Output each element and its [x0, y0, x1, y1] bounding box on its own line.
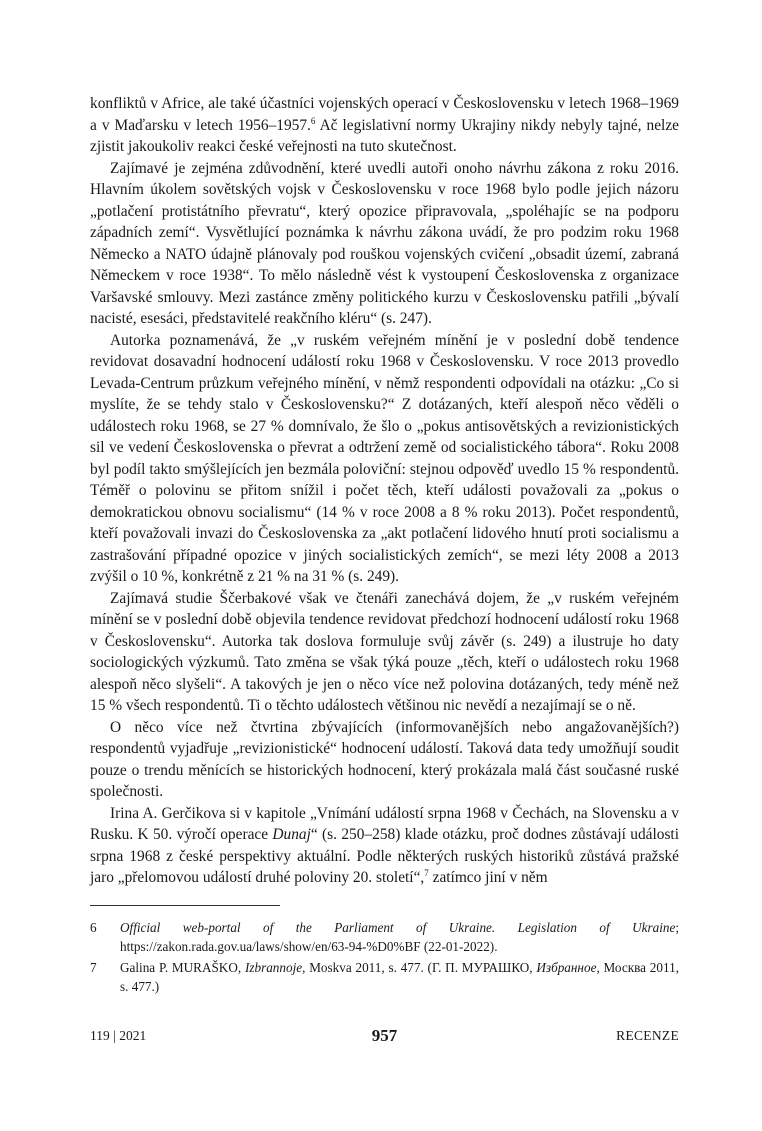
page-footer — [90, 1028, 679, 1048]
paragraph: Autorka poznamenává, že „v ruském veřejném mínění je v poslední době tendence revidovat dosavadní hodnocení událostí roku 1968 v Československu. V roce 2013 provedlo Levada-Centrum průzkum veřejného mínění, v němž respondenti odpovídali na otázku: „Co si myslíte, že se tehdy stalo v Československu?“ Z dotázaných, kteří alespoň něco věděli o událostech roku 1968, se 27 % domnívalo, že šlo o „pokus antisovětských a revizionistických sil ve vedení Československa o převrat a odtržení země od socialistického tábora“. Roku 2008 byl podíl takto smýšlejících jen bezmála poloviční: stejnou odpověď uvedlo 15 % respondentů. Téměř o polovinu se přitom snížil i počet těch, kteří události považovali za „pokus o demokratickou obnovu socialismu“ (14 % v roce 2008 a 8 % roku 2013). Počet respondentů, kteří považovali invazi do Československa za „akt potlačení lidového hnutí proti socialismu a zastrašování případné opozice v jiných socialistických zemích“, se mezi léty 2008 a 2013 zvýšil o 10 %, konkrétně z 21 % na 31 % (s. 249). — [90, 331, 679, 585]
paragraph: O něco více než čtvrtina zbývajících (informovanějších nebo angažovanějších?) respondentů vyjadřuje „revizionistické“ hodnocení událostí. Taková data tedy umožňují soudit pouze o trendu měnících se historických hodnocení, který prokázala malá část současné ruské společnosti. — [90, 718, 679, 800]
paragraph — [90, 803, 679, 889]
paragraph — [90, 93, 679, 158]
text-run: , Moskva 2011, s. 477. (Г. П. МУРАШКО, — [302, 960, 537, 975]
footnote-ref[interactable]: 7 — [424, 867, 429, 878]
footnote-link[interactable]: ; https://zakon.rada.gov.ua/laws/show/en/63-94-%D0%BF (22-01-2022). — [120, 920, 679, 954]
text-run: Ač legislativní normy Ukrajiny nikdy nebyly tajné, nelze zjistit jakoukoliv reakci české veřejnosti na tuto skutečnost. — [90, 116, 679, 155]
footnote-divider — [90, 905, 280, 906]
italic-title: Izbrannoje — [244, 960, 303, 975]
footnote-ref[interactable]: 6 — [310, 115, 316, 126]
footnote-text — [120, 918, 679, 956]
italic-title: Избранное — [536, 960, 597, 975]
text-run: Galina P. MURAŠKO, — [120, 960, 245, 975]
main-text — [90, 93, 679, 889]
footnote-text — [120, 958, 679, 996]
footnote-number: 7 — [90, 960, 97, 975]
paragraph: Zajímavá studie Ščerbakové však ve čtenáři zanechává dojem, že „v ruském veřejném mínění se v poslední době objevila tendence revidovat předchozí hodnocení událostí roku 1968 v Československu“. Autorka tak doslova formuluje svůj závěr (s. 249) a ilustruje ho daty sociologických výzkumů. Tato změna se však týká pouze „těch, kteří o událostech roku 1968 alespoň něco slyšeli“. A takových je jen o něco více než polovina dotázaných, tedy méně než 15 % všech respondentů. Ti o těchto událostech většinou nic nevědí a nezajímají se o ně. — [90, 589, 679, 714]
page-number: 957 — [371, 1026, 398, 1045]
text-run: , Москва 2011, s. 477.) — [120, 960, 679, 994]
text-run: konfliktů v Africe, ale také účastníci vojenských operací v Československu v letech 1968–1969 a v Maďarsku v letech 1956–1957. — [90, 95, 679, 134]
italic-title: Dunaj — [272, 826, 311, 843]
section-label: RECENZE — [616, 1028, 679, 1043]
footnote — [90, 918, 679, 956]
issue-number: 119 | 2021 — [90, 1028, 147, 1043]
paragraph: Zajímavé je zejména zdůvodnění, které uvedli autoři onoho návrhu zákona z roku 2016. Hlavním úkolem sovětských vojsk v Československu v roce 1968 bylo podle jejich názoru „potlačení protistátního převratu“, který opozice připravovala, „spoléhajíc se na podporu západních zemí“. Vysvětlující poznámka k návrhu zákona uvádí, že pro podzim roku 1968 Německo a NATO údajně plánovaly pod rouškou vojenských cvičení „obsadit území, zabraná Německem v roce 1938“. To mělo následně vést k vystoupení Československa z organizace Varšavské smlouvy. Mezi zastánce změny politického kurzu v Československu patřili „bývalí nacisté, esesáci, představitelé reakčního kléru“ (s. 247). — [90, 159, 679, 327]
italic-title: Official web-portal of the Parliament of Ukraine. Legislation of Ukraine — [120, 920, 676, 935]
footnote-number: 6 — [90, 920, 97, 935]
text-run: zatímco jiní v něm — [428, 869, 548, 886]
footnote — [90, 958, 679, 996]
text-run: Irina A. Gerčikova si v kapitole „Vnímání událostí srpna 1968 v Čechách, na Slovensku a v Rusku. K 50. výročí operace — [90, 804, 679, 843]
text-run: “ (s. 250–258) klade otázku, proč dodnes zůstávají události srpna 1968 z české perspektivy aktuální. Podle některých ruských historiků zůstává pražské jaro „přelomovou událostí druhé poloviny 20. století“, — [90, 826, 679, 886]
footnotes — [90, 918, 679, 998]
